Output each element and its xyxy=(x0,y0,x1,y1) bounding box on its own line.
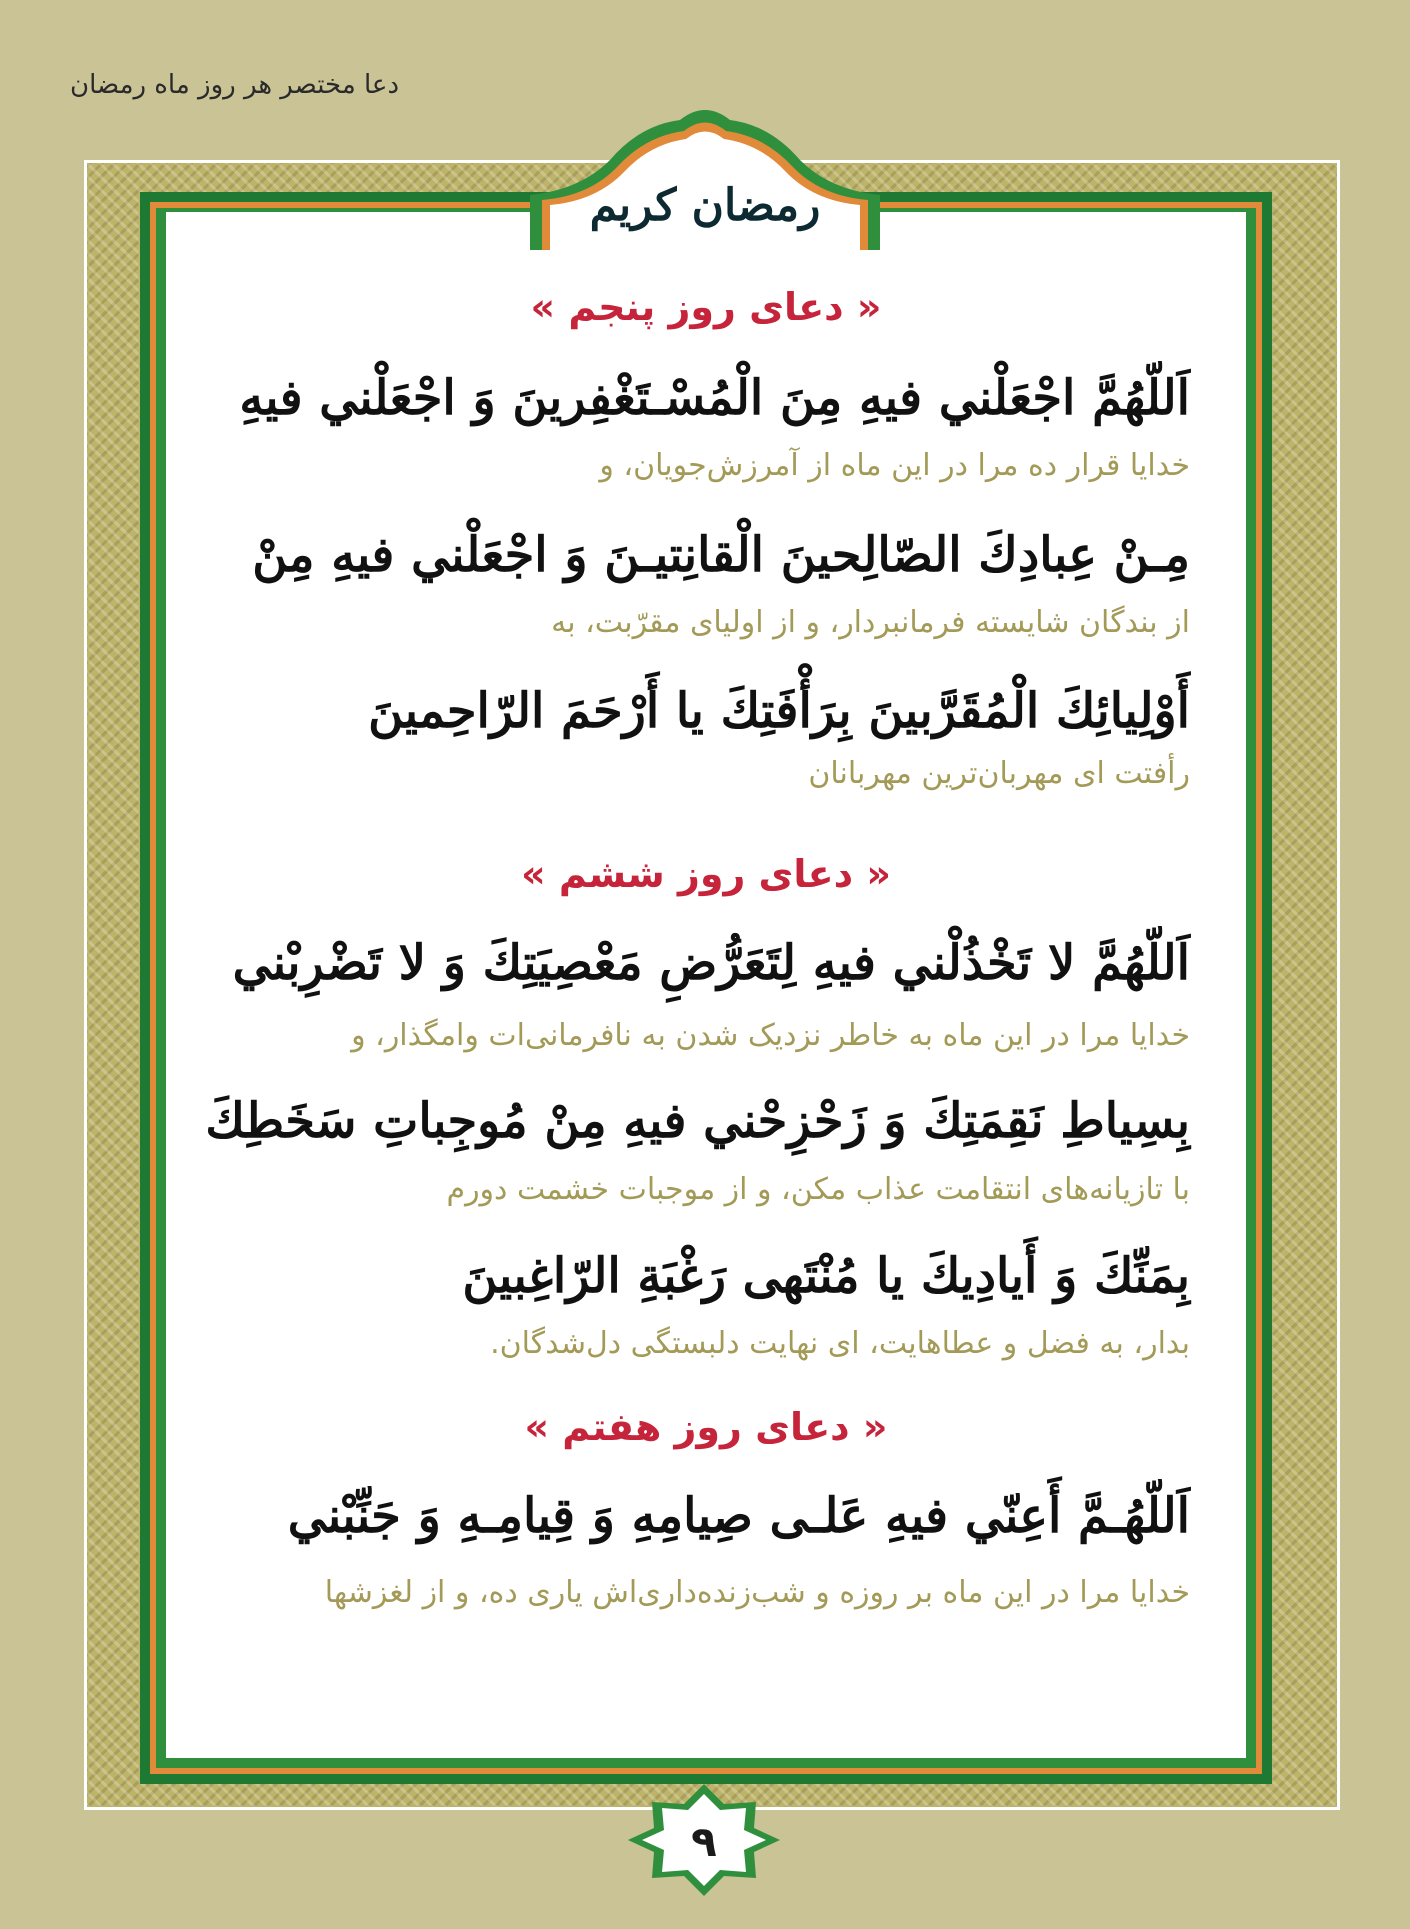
section-title-day7: « دعای روز هفتم » xyxy=(524,1405,888,1449)
persian-line: خدایا مرا در این ماه بر روزه و شب‌زنده‌داری‌اش یاری ده، و از لغزشها xyxy=(324,1575,1190,1610)
arabic-line: اَللّهُـمَّ أَعِنّي فيهِ عَلـى صِيامِهِ وَ قِيامِـهِ وَ جَنِّبْني xyxy=(287,1488,1190,1544)
arabic-line: اَللّهُمَّ اجْعَلْني فيهِ مِنَ الْمُسْـتَغْفِرينَ وَ اجْعَلْني فيهِ xyxy=(239,370,1190,426)
persian-line: از بندگان شایسته فرمانبردار، و از اولیای مقرّبت، به xyxy=(551,605,1190,640)
arabic-line: بِسِياطِ نَقِمَتِكَ وَ زَحْزِحْني فيهِ مِنْ مُوجِباتِ سَخَطِكَ xyxy=(205,1093,1190,1149)
persian-line: خدایا قرار ده مرا در این ماه از آمرزش‌جویان، و xyxy=(599,448,1190,483)
persian-line: خدایا مرا در این ماه به خاطر نزدیک شدن به نافرمانی‌ات وامگذار، و xyxy=(351,1018,1190,1053)
persian-line: با تازیانه‌های انتقامت عذاب مکن، و از موجبات خشمت دورم xyxy=(446,1172,1190,1207)
page-number-badge xyxy=(624,1780,784,1900)
arabic-line: اَللّهُمَّ لا تَخْذُلْني فيهِ لِتَعَرُّضِ مَعْصِيَتِكَ وَ لا تَضْرِبْني xyxy=(232,935,1190,991)
crown-title: رمضان کریم xyxy=(589,180,821,231)
arabic-line: أَوْلِيائِكَ الْمُقَرَّبينَ بِرَأْفَتِكَ يا أَرْحَمَ الرّاحِمينَ xyxy=(368,683,1190,739)
section-title-day5: « دعای روز پنجم » xyxy=(530,285,882,329)
page-number: ۹ xyxy=(691,1817,717,1866)
arabic-line: مِـنْ عِبادِكَ الصّالِحينَ الْقانِتيـنَ وَ اجْعَلْني فيهِ مِنْ xyxy=(252,527,1190,583)
persian-line: بدار، به فضل و عطاهایت، ای نهایت دلبستگی دل‌شدگان. xyxy=(490,1326,1190,1361)
arabic-line: بِمَنِّكَ وَ أَيادِيكَ يا مُنْتَهى رَغْبَةِ الرّاغِبينَ xyxy=(462,1248,1190,1304)
crown-medallion xyxy=(520,100,890,250)
section-title-day6: « دعای روز ششم » xyxy=(521,852,891,896)
running-head: دعا مختصر هر روز ماه رمضان xyxy=(70,70,400,100)
persian-line: رأفتت ای مهربان‌ترین مهربانان xyxy=(808,756,1190,791)
